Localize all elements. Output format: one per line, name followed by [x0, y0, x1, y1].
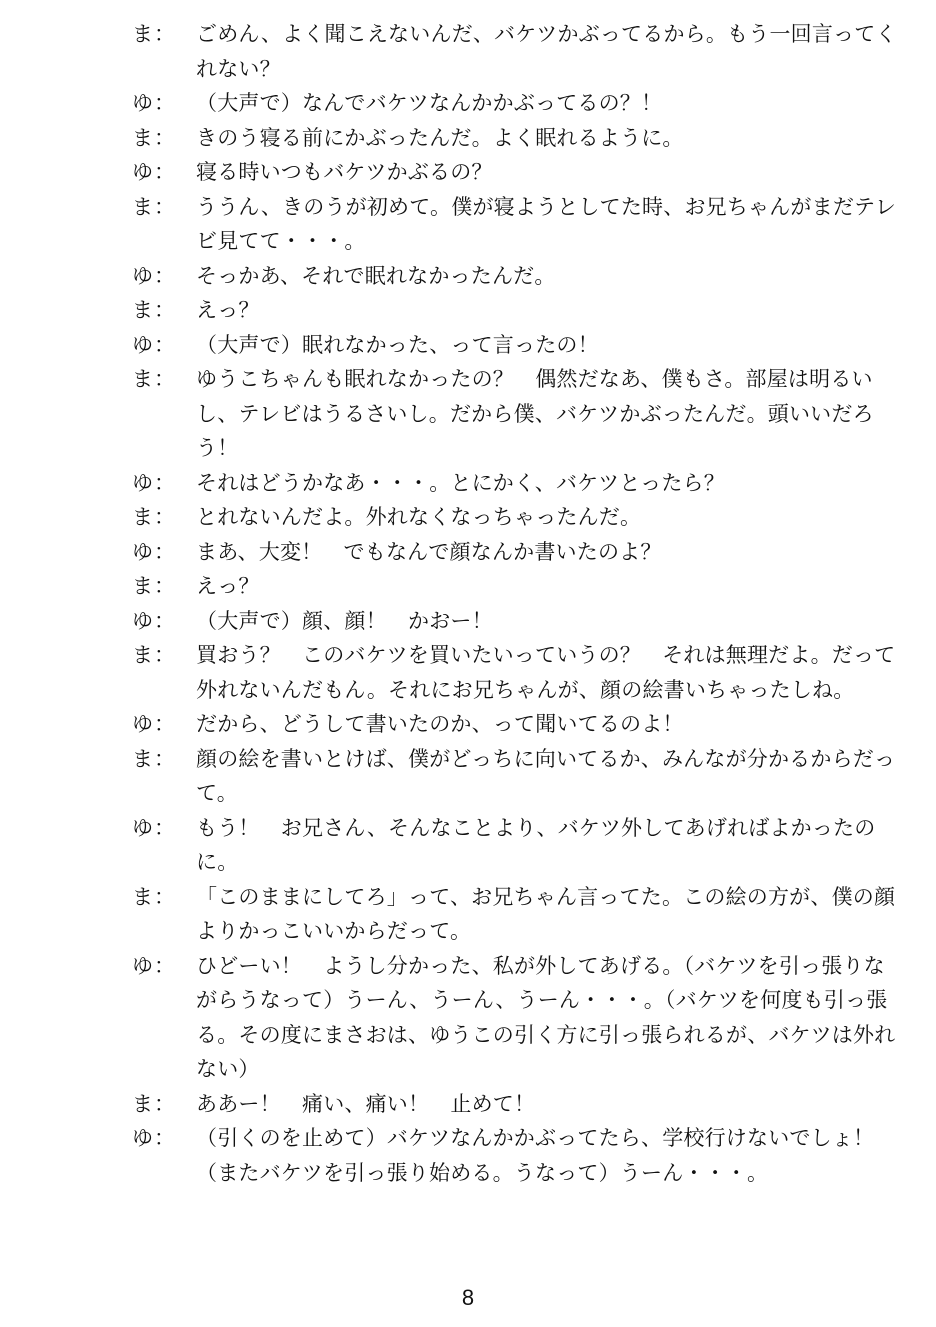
- dialogue-line: ビ見てて・・・。: [196, 229, 366, 253]
- speaker-label: ま：: [132, 125, 176, 150]
- speaker-label: ゆ：: [132, 263, 176, 288]
- dialogue-line: ない）: [196, 1057, 260, 1081]
- dialogue-text: [196, 17, 902, 86]
- dialogue-line: （大声で）眠れなかった、って言ったの！: [196, 332, 599, 357]
- dialogue-line: えっ？: [196, 574, 260, 598]
- speaker-label: ま：: [132, 298, 176, 322]
- speaker-label: ゆ：: [132, 953, 176, 978]
- dialogue-line: 顔の絵を書いとけば、僕がどっちに向いてるか、みんなが分かるからだっ: [196, 746, 896, 771]
- dialogue-line: ううん、きのうが初めて。僕が寝ようとしてた時、お兄ちゃんがまだテレ: [196, 194, 897, 219]
- dialogue-entry: [132, 742, 902, 811]
- dialogue-text: [196, 259, 902, 294]
- dialogue-line: そっかあ、それで眠れなかったんだ。: [196, 263, 556, 288]
- dialogue-text: [196, 880, 902, 949]
- speaker-label: ゆ：: [132, 539, 176, 564]
- dialogue-text: [196, 1121, 902, 1190]
- dialogue-entry: [132, 949, 902, 1087]
- dialogue-line: ああー！ 痛い、痛い！ 止めて！: [196, 1091, 536, 1116]
- dialogue-line: きのう寝る前にかぶったんだ。よく眠れるように。: [196, 125, 684, 150]
- dialogue-entry: [132, 811, 902, 880]
- dialogue-text: [196, 742, 902, 811]
- dialogue-text: [196, 86, 902, 121]
- dialogue-entry: [132, 569, 902, 604]
- dialogue-line: 「このままにしてろ」って、お兄ちゃん言ってた。この絵の方が、僕の顔: [196, 884, 896, 909]
- speaker-label: ゆ：: [132, 1126, 176, 1150]
- dialogue-text: [196, 638, 902, 707]
- dialogue-line: ゆうこちゃんも眠れなかったの？ 偶然だなあ、僕もさ。部屋は明るい: [196, 367, 873, 391]
- dialogue-script: [132, 17, 902, 1190]
- dialogue-text: [196, 293, 902, 328]
- dialogue-entry: [132, 121, 902, 156]
- dialogue-text: [196, 569, 902, 604]
- dialogue-entry: [132, 190, 902, 259]
- dialogue-entry: [132, 707, 902, 742]
- speaker-label: ゆ：: [132, 470, 176, 495]
- dialogue-text: [196, 949, 902, 1087]
- dialogue-line: （引くのを止めて）バケツなんかかぶってたら、学校行けないでしょ！: [196, 1126, 875, 1150]
- dialogue-line: ひどーい！ ようし分かった、私が外してあげる。（バケツを引っ張りな: [196, 953, 885, 978]
- dialogue-entry: [132, 1087, 902, 1122]
- dialogue-entry: [132, 604, 902, 639]
- speaker-label: ま：: [132, 643, 176, 667]
- dialogue-text: [196, 707, 902, 742]
- dialogue-line: （またバケツを引っ張り始める。うなって）うーん・・・。: [196, 1160, 769, 1185]
- speaker-label: ゆ：: [132, 160, 176, 184]
- dialogue-line: 外れないんだもん。それにお兄ちゃんが、顔の絵書いちゃったしね。: [196, 677, 855, 702]
- page-number: 8: [461, 1285, 475, 1310]
- speaker-label: ゆ：: [132, 332, 176, 357]
- speaker-label: ゆ：: [132, 91, 176, 115]
- dialogue-entry: [132, 638, 902, 707]
- dialogue-entry: [132, 328, 902, 363]
- dialogue-text: [196, 1087, 902, 1122]
- dialogue-entry: [132, 466, 902, 501]
- dialogue-line: だから、どうして書いたのか、って聞いてるのよ！: [196, 712, 684, 736]
- dialogue-line: て。: [196, 781, 238, 805]
- dialogue-line: もう！ お兄さん、そんなことより、バケツ外してあげればよかったの: [196, 815, 876, 840]
- dialogue-line: る。その度にまさおは、ゆうこの引く方に引っ張られるが、バケツは外れ: [196, 1022, 896, 1047]
- speaker-label: ま：: [132, 1091, 176, 1116]
- dialogue-line: よりかっこいいからだって。: [196, 919, 472, 943]
- dialogue-entry: [132, 17, 902, 86]
- dialogue-entry: [132, 86, 902, 121]
- dialogue-entry: [132, 500, 902, 535]
- dialogue-text: [196, 466, 902, 501]
- dialogue-line: まあ、大変！ でもなんで顔なんか書いたのよ？: [196, 539, 662, 564]
- dialogue-line: とれないんだよ。外れなくなっちゃったんだ。: [196, 505, 642, 529]
- dialogue-line: 買おう？ このバケツを買いたいっていうの？ それは無理だよ。だって: [196, 643, 896, 667]
- speaker-label: ま：: [132, 574, 176, 598]
- speaker-label: ま：: [132, 22, 176, 46]
- dialogue-text: [196, 155, 902, 190]
- speaker-label: ま：: [132, 746, 176, 771]
- speaker-label: ま：: [132, 367, 176, 391]
- dialogue-line: （大声で）なんでバケツなんかかぶってるの？！: [196, 91, 663, 115]
- dialogue-entry: [132, 1121, 902, 1190]
- speaker-label: ま：: [132, 505, 176, 529]
- dialogue-line: ごめん、よく聞こえないんだ、バケツかぶってるから。もう一回言ってく: [196, 22, 897, 46]
- dialogue-text: [196, 535, 902, 570]
- dialogue-text: [196, 604, 902, 639]
- dialogue-line: えっ？: [196, 298, 260, 322]
- dialogue-line: （大声で）顔、顔！ かおー！: [196, 608, 493, 633]
- dialogue-text: [196, 362, 902, 466]
- dialogue-line: がらうなって）うーん、うーん、うーん・・・。（バケツを何度も引っ張: [196, 988, 888, 1012]
- dialogue-line: に。: [196, 850, 239, 874]
- speaker-label: ゆ：: [132, 608, 176, 633]
- dialogue-text: [196, 500, 902, 535]
- speaker-label: ま：: [132, 884, 176, 909]
- dialogue-text: [196, 121, 902, 156]
- dialogue-line: し、テレビはうるさいし。だから僕、バケツかぶったんだ。頭いいだろ: [196, 401, 874, 426]
- dialogue-line: それはどうかなあ・・・。とにかく、バケツとったら？: [196, 470, 725, 495]
- dialogue-entry: [132, 880, 902, 949]
- dialogue-entry: [132, 362, 902, 466]
- speaker-label: ゆ：: [132, 712, 176, 736]
- dialogue-text: [196, 811, 902, 880]
- dialogue-text: [196, 190, 902, 259]
- dialogue-line: う！: [196, 436, 239, 460]
- dialogue-entry: [132, 259, 902, 294]
- dialogue-entry: [132, 293, 902, 328]
- dialogue-text: [196, 328, 902, 363]
- dialogue-line: れない？: [196, 56, 281, 81]
- speaker-label: ま：: [132, 194, 176, 219]
- dialogue-entry: [132, 535, 902, 570]
- speaker-label: ゆ：: [132, 815, 176, 840]
- dialogue-line: 寝る時いつもバケツかぶるの？: [196, 160, 493, 184]
- dialogue-entry: [132, 155, 902, 190]
